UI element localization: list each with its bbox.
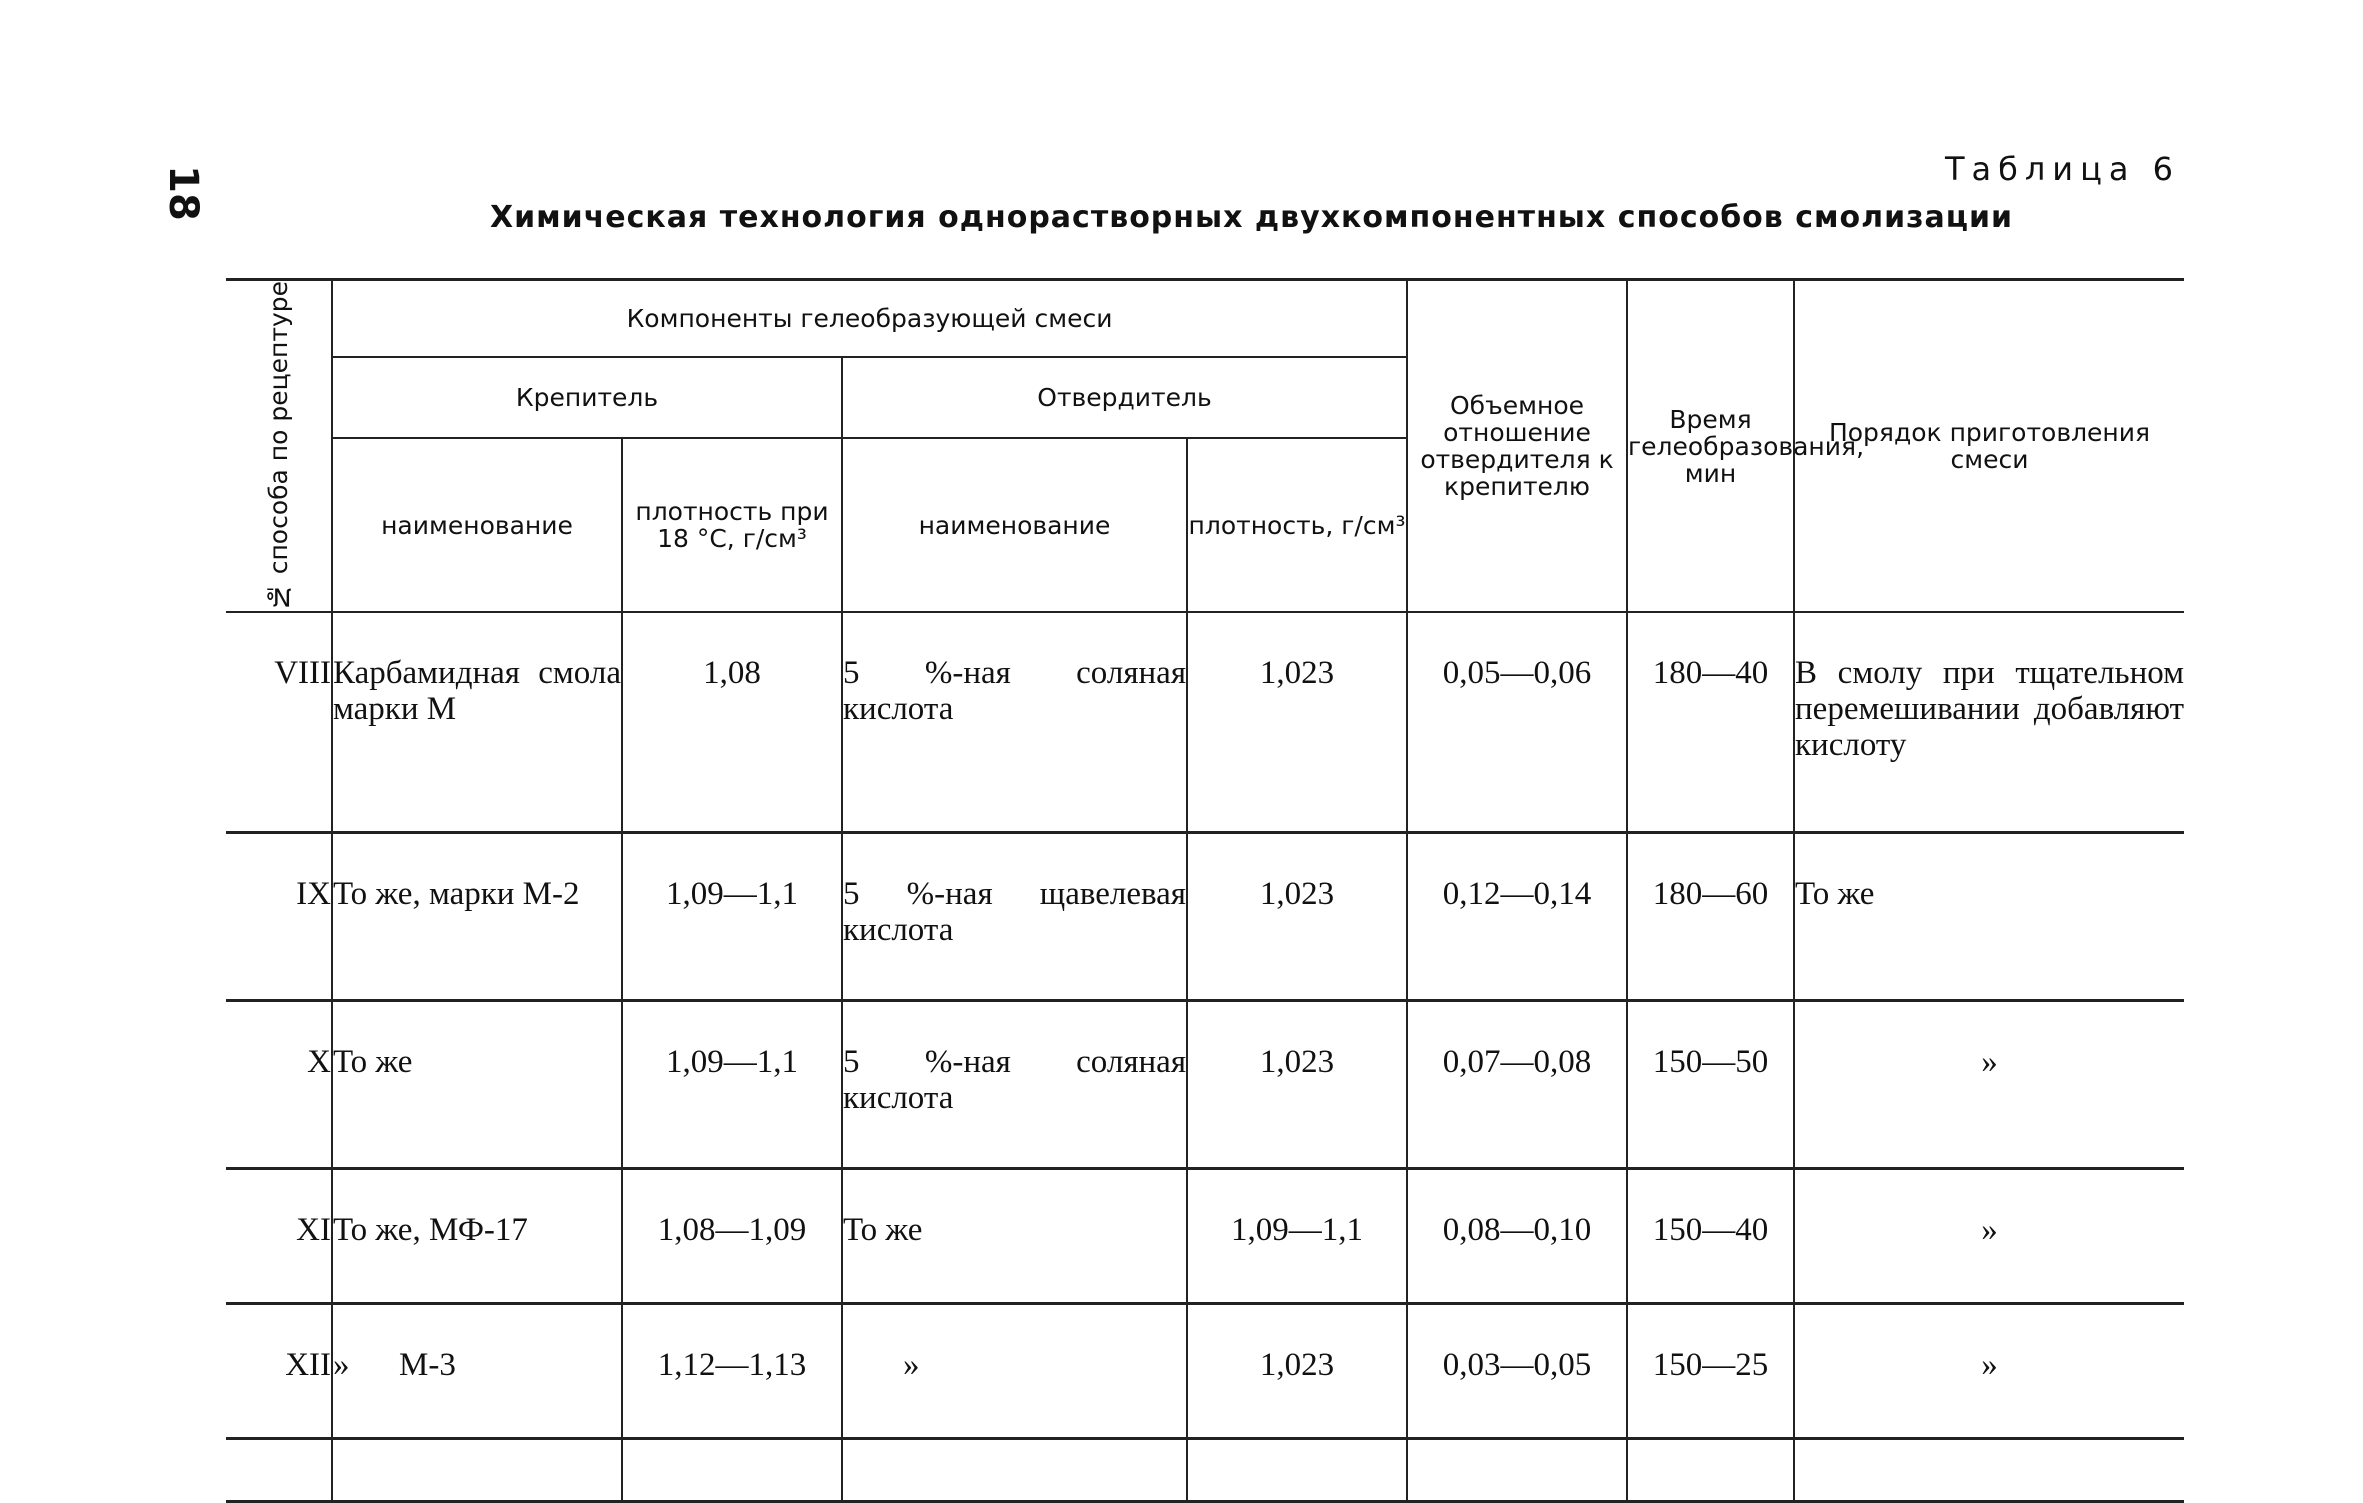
cell-gel-time: 180—40 [1627, 612, 1794, 832]
cell-hardener-name: 5 %-ная соляная кислота [842, 612, 1187, 832]
cell-hardener-name: То же [842, 1168, 1187, 1303]
cell-fixer-name: То же [332, 1000, 622, 1168]
cell-empty [622, 1438, 842, 1501]
cell-empty [1794, 1438, 2184, 1501]
cell-fixer-density: 1,08 [622, 612, 842, 832]
header-method-no [226, 280, 332, 613]
cell-preparation: » [1794, 1303, 2184, 1438]
table-row [226, 612, 2184, 832]
cell-gel-time: 150—40 [1627, 1168, 1794, 1303]
cell-hardener-density: 1,023 [1187, 832, 1407, 1000]
cell-preparation: » [1794, 1000, 2184, 1168]
cell-empty [332, 1438, 622, 1501]
cell-fixer-density: 1,08—1,09 [622, 1168, 842, 1303]
cell-fixer-name: » М-3 [332, 1303, 622, 1438]
header-gel-time: Время гелеобразования, мин [1627, 280, 1794, 613]
table-row [226, 1168, 2184, 1303]
cell-hardener-density: 1,09—1,1 [1187, 1168, 1407, 1303]
cell-hardener-name: 5 %-ная соляная кислота [842, 1000, 1187, 1168]
cell-hardener-name: 5 %-ная щавелевая кислота [842, 832, 1187, 1000]
cell-volume-ratio: 0,08—0,10 [1407, 1168, 1627, 1303]
cell-empty [226, 1438, 332, 1501]
header-method-no-label: № способа по рецептуре [263, 281, 293, 612]
cell-volume-ratio: 0,07—0,08 [1407, 1000, 1627, 1168]
cell-preparation: То же [1794, 832, 2184, 1000]
cell-hardener-density: 1,023 [1187, 1000, 1407, 1168]
header-fixer-name: наименование [332, 438, 622, 612]
header-volume-ratio: Объемное отношение отвердителя к крепителю [1407, 280, 1627, 613]
cell-gel-time: 150—50 [1627, 1000, 1794, 1168]
cell-fixer-density: 1,09—1,1 [622, 832, 842, 1000]
cell-preparation: В смолу при тщательном перемешивании добавляют кислоту [1794, 612, 2184, 832]
header-preparation: Порядок приготовления смеси [1794, 280, 2184, 613]
page-number: 18 [159, 165, 206, 221]
cell-method-no: X [226, 1000, 332, 1168]
header-fixer-density: плотность при 18 °С, г/см³ [622, 438, 842, 612]
cell-method-no: VIII [226, 612, 332, 832]
cell-volume-ratio: 0,05—0,06 [1407, 612, 1627, 832]
data-table [226, 278, 2184, 1503]
table-row [226, 832, 2184, 1000]
cell-hardener-density: 1,023 [1187, 1303, 1407, 1438]
cell-empty [1187, 1438, 1407, 1501]
table-title: Химическая технология однорастворных двухкомпонентных способов смолизации [490, 200, 2014, 235]
cell-fixer-density: 1,12—1,13 [622, 1303, 842, 1438]
table-label: Таблица 6 [1944, 150, 2180, 188]
header-fixer: Крепитель [332, 357, 842, 438]
cell-fixer-density: 1,09—1,1 [622, 1000, 842, 1168]
cell-fixer-name: Карбамидная смола марки М [332, 612, 622, 832]
header-hardener: Отвердитель [842, 357, 1407, 438]
cell-method-no: IX [226, 832, 332, 1000]
cell-gel-time: 150—25 [1627, 1303, 1794, 1438]
header-components: Компоненты гелеобразующей смеси [332, 280, 1407, 358]
cell-empty [1627, 1438, 1794, 1501]
cell-hardener-name: » [842, 1303, 1187, 1438]
cell-volume-ratio: 0,12—0,14 [1407, 832, 1627, 1000]
cell-gel-time: 180—60 [1627, 832, 1794, 1000]
table-row [226, 1000, 2184, 1168]
header-hardener-name: наименование [842, 438, 1187, 612]
table-continuation-row [226, 1438, 2184, 1501]
cell-preparation: » [1794, 1168, 2184, 1303]
cell-method-no: XII [226, 1303, 332, 1438]
cell-method-no: XI [226, 1168, 332, 1303]
cell-empty [1407, 1438, 1627, 1501]
header-hardener-density: плотность, г/см³ [1187, 438, 1407, 612]
cell-volume-ratio: 0,03—0,05 [1407, 1303, 1627, 1438]
cell-hardener-density: 1,023 [1187, 612, 1407, 832]
cell-empty [842, 1438, 1187, 1501]
cell-fixer-name: То же, марки М-2 [332, 832, 622, 1000]
table-row [226, 1303, 2184, 1438]
cell-fixer-name: То же, МФ-17 [332, 1168, 622, 1303]
